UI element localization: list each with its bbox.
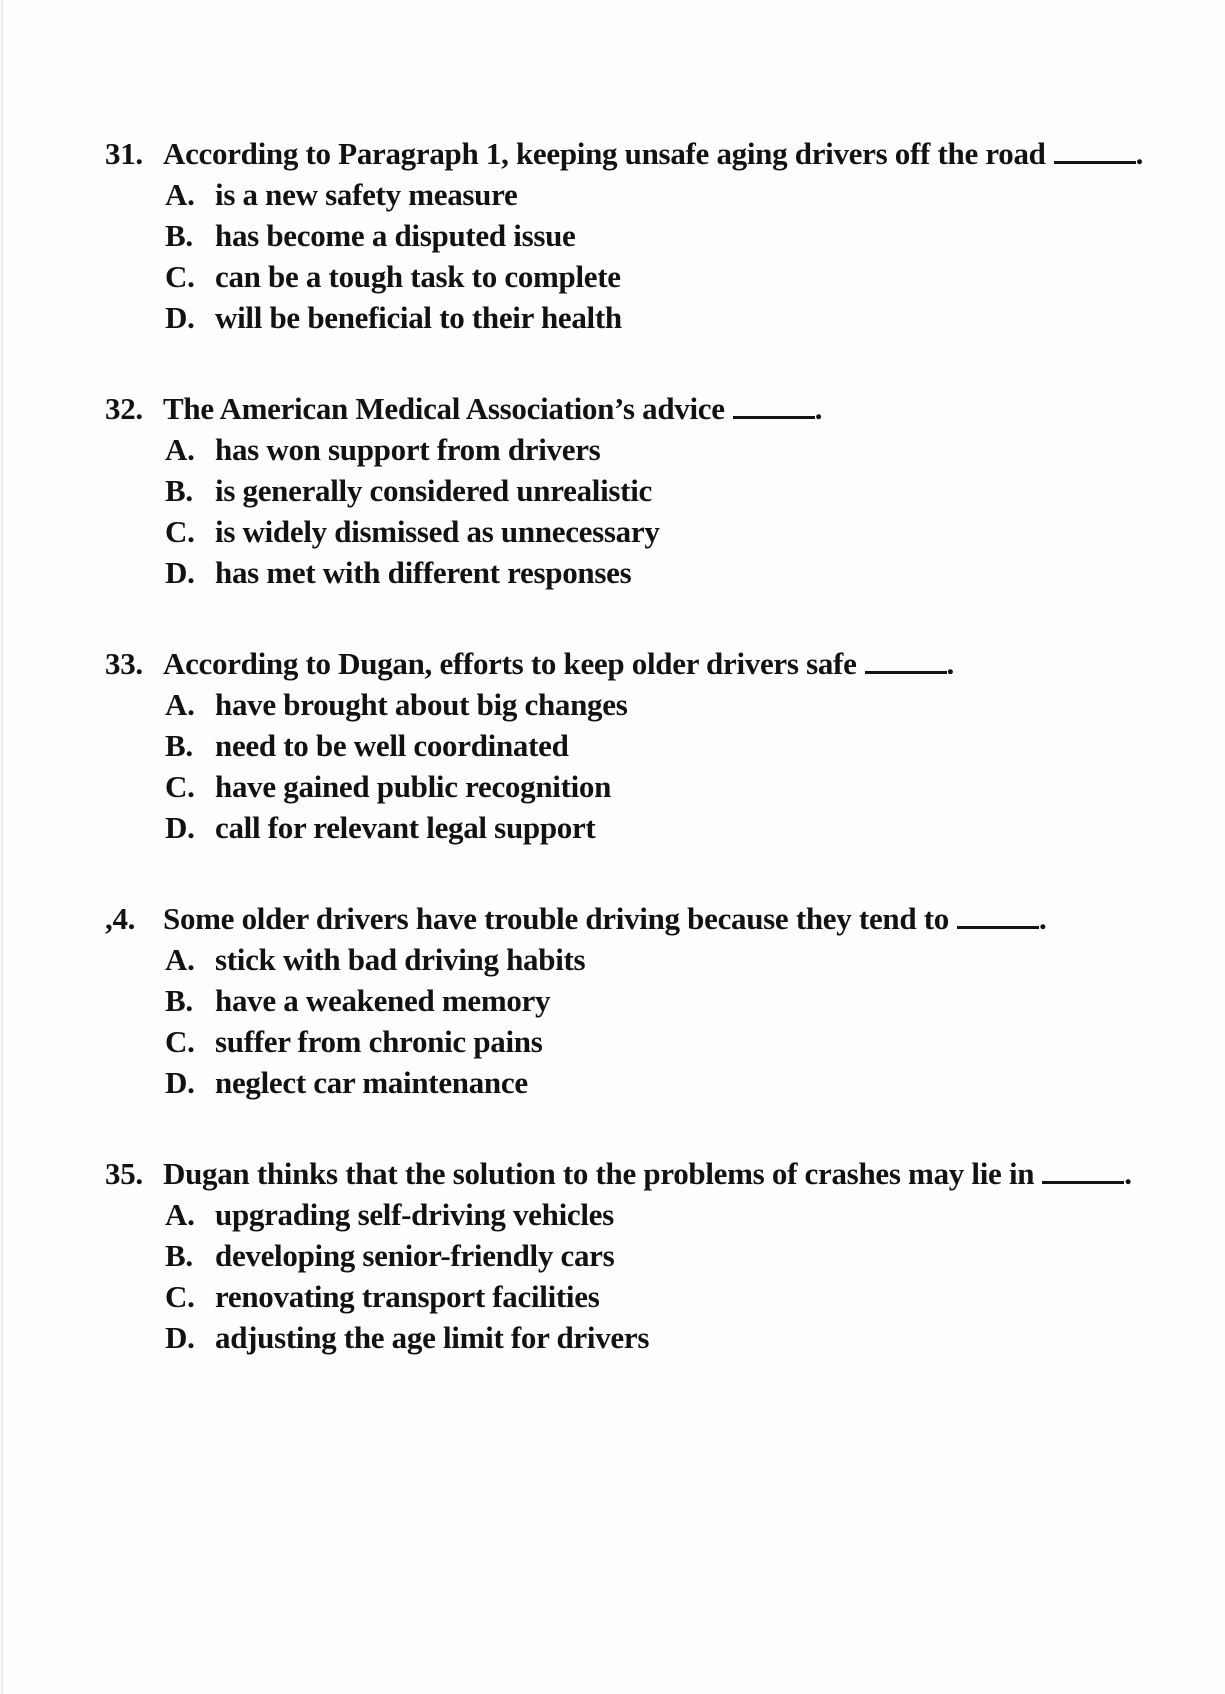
question-stem-row xyxy=(0,388,1225,429)
option-letter: C. xyxy=(165,1279,195,1314)
option-row xyxy=(0,980,1225,1021)
stem-period: . xyxy=(1124,1156,1132,1191)
stem-period: . xyxy=(946,646,954,681)
question-item xyxy=(0,643,1225,848)
question-stem-row xyxy=(0,643,1225,684)
option-text: call for relevant legal support xyxy=(215,810,596,845)
option-row xyxy=(0,1235,1225,1276)
option-row xyxy=(0,684,1225,725)
option-text: have brought about big changes xyxy=(215,687,628,722)
option-letter: B. xyxy=(165,1238,193,1273)
option-row xyxy=(0,297,1225,338)
option-row xyxy=(0,215,1225,256)
option-row xyxy=(0,429,1225,470)
option-row xyxy=(0,552,1225,593)
question-stem: Some older drivers have trouble driving because they tend to xyxy=(163,901,949,936)
option-row xyxy=(0,807,1225,848)
question-stem: Dugan thinks that the solution to the problems of crashes may lie in xyxy=(163,1156,1035,1191)
option-row xyxy=(0,470,1225,511)
question-item xyxy=(0,1153,1225,1358)
blank-line xyxy=(1054,141,1136,164)
option-letter: B. xyxy=(165,983,193,1018)
option-row xyxy=(0,511,1225,552)
option-letter: C. xyxy=(165,259,195,294)
option-text: adjusting the age limit for drivers xyxy=(215,1320,650,1355)
option-letter: B. xyxy=(165,218,193,253)
option-letter: A. xyxy=(165,687,195,722)
option-text: stick with bad driving habits xyxy=(215,942,586,977)
option-text: renovating transport facilities xyxy=(215,1279,600,1314)
stem-period: . xyxy=(1135,136,1144,171)
option-letter: B. xyxy=(165,728,193,763)
option-letter: A. xyxy=(165,942,195,977)
option-letter: A. xyxy=(165,1197,195,1232)
stem-period: . xyxy=(814,391,823,426)
option-text: upgrading self-driving vehicles xyxy=(215,1197,614,1232)
blank-line xyxy=(957,906,1039,929)
option-letter: C. xyxy=(165,769,195,804)
option-row xyxy=(0,1317,1225,1358)
option-row xyxy=(0,766,1225,807)
option-text: has become a disputed issue xyxy=(215,218,576,253)
question-item xyxy=(0,898,1225,1103)
question-stem: The American Medical Association’s advice xyxy=(163,391,725,426)
option-text: is a new safety measure xyxy=(215,177,518,212)
option-text: has won support from drivers xyxy=(215,432,601,467)
question-number: ,4. xyxy=(105,901,136,936)
blank-line xyxy=(865,651,947,674)
blank-line xyxy=(1042,1161,1124,1184)
question-stem-row xyxy=(0,133,1225,174)
option-text: will be beneficial to their health xyxy=(215,300,622,335)
option-text: is widely dismissed as unnecessary xyxy=(215,514,660,549)
option-row xyxy=(0,1062,1225,1103)
option-letter: D. xyxy=(165,1320,195,1355)
stem-period: . xyxy=(1038,901,1047,936)
option-text: have a weakened memory xyxy=(215,983,551,1018)
question-number: 32. xyxy=(105,391,143,426)
question-item xyxy=(0,388,1225,593)
option-row xyxy=(0,1021,1225,1062)
option-text: has met with different responses xyxy=(215,555,632,590)
option-letter: B. xyxy=(165,473,193,508)
option-text: developing senior-friendly cars xyxy=(215,1238,615,1273)
option-letter: D. xyxy=(165,300,195,335)
option-letter: D. xyxy=(165,1065,195,1100)
option-text: suffer from chronic pains xyxy=(215,1024,543,1059)
question-item xyxy=(0,133,1225,338)
option-letter: C. xyxy=(165,1024,195,1059)
option-letter: C. xyxy=(165,514,195,549)
questions-section xyxy=(0,133,1225,1408)
option-row xyxy=(0,725,1225,766)
option-text: need to be well coordinated xyxy=(215,728,569,763)
option-letter: A. xyxy=(165,432,195,467)
question-number: 33. xyxy=(105,646,143,681)
option-row xyxy=(0,256,1225,297)
question-stem: According to Dugan, efforts to keep older drivers safe xyxy=(163,646,857,681)
option-row xyxy=(0,939,1225,980)
option-row xyxy=(0,174,1225,215)
option-text: have gained public recognition xyxy=(215,769,612,804)
option-row xyxy=(0,1276,1225,1317)
option-letter: A. xyxy=(165,177,195,212)
option-text: is generally considered unrealistic xyxy=(215,473,652,508)
question-number: 31. xyxy=(105,136,143,171)
option-row xyxy=(0,1194,1225,1235)
option-text: neglect car maintenance xyxy=(215,1065,528,1100)
question-stem-row xyxy=(0,898,1225,939)
question-stem: According to Paragraph 1, keeping unsafe aging drivers off the road xyxy=(163,136,1046,171)
option-letter: D. xyxy=(165,810,195,845)
question-stem-row xyxy=(0,1153,1225,1194)
blank-line xyxy=(733,396,815,419)
option-text: can be a tough task to complete xyxy=(215,259,621,294)
question-number: 35. xyxy=(105,1156,143,1191)
option-letter: D. xyxy=(165,555,195,590)
